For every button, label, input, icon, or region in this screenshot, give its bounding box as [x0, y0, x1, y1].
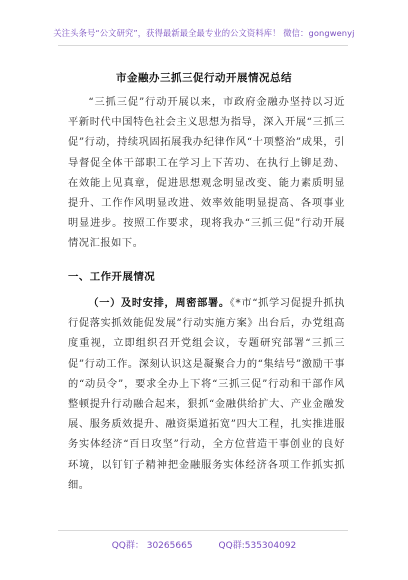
item-lead: （一）及时安排，周密部署。	[88, 297, 230, 309]
header-divider	[58, 45, 348, 46]
header-banner: 关注头条号“公文研究”，获得最新最全最专业的公文资料库！ 微信：gongwenyj	[53, 28, 355, 38]
item-paragraph	[68, 293, 345, 496]
intro-paragraph: “三抓三促”行动开展以来，市政府金融办坚持以习近平新时代中国特色社会主义思想为指导，深入开展“三抓三促”行动，持续巩固拓展我办纪律作风“十项整治”成果，引导督促全体干部职工在学习上下苦功、在执行上铆足劲、在效能上见真章，促进思想观念明显改变、能力素质明显提升、工作作风明显改进、效率效能明显提高、各项事业明显进步。按照工作要求，现将我办“三抓三促”行动开展情况汇报如下。	[68, 97, 345, 250]
document-title: 市金融办三抓三促行动开展情况总结	[116, 72, 292, 84]
section-heading: 一、工作开展情况	[68, 271, 156, 283]
footer	[0, 538, 408, 551]
footer-qq-group-2: QQ群:535304092	[218, 541, 297, 551]
item-body: 《*市“抓学习促提升抓执行促落实抓效能促发展”行动实施方案》出台后，办党组高度重视，立即组织召开党组会议，专题研究部署“三抓三促”行动工作。深刻认识这是凝聚合力的“集结号”激励干事的“动员令”，要求全办上下将“三抓三促”行动和干部作风整顿提升行动融合起来，狠抓“金融供给扩大、产业金融发展、服务质效提升、融资渠道拓宽”四大工程，扎实推进服务实体经济“百日攻坚”行动，全方位营造干事创业的良好环境，以钉钉子精神把金融服务实体经济各项工作抓实抓细。	[68, 298, 345, 491]
footer-divider	[58, 530, 348, 531]
footer-qq-group-1: QQ群： 30265665	[111, 541, 193, 551]
